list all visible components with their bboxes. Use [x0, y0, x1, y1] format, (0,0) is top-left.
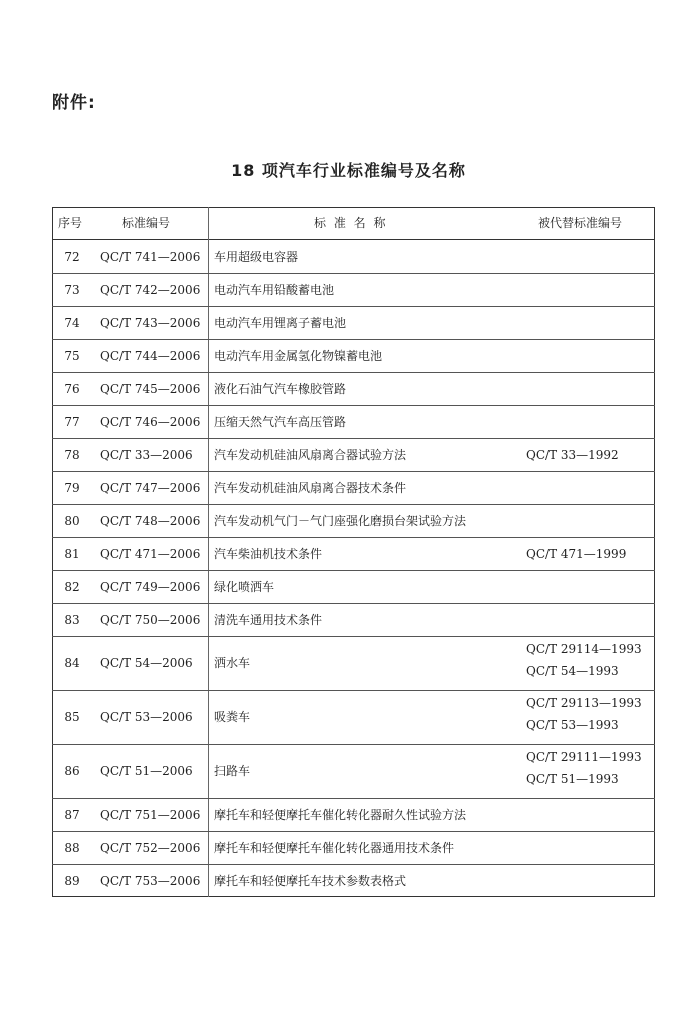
header-seq: 序号	[58, 216, 83, 230]
table-bottom-border	[52, 896, 655, 897]
row-code: QC/T 751—2006	[100, 807, 201, 822]
row-replaced-code: QC/T 29113—1993	[526, 696, 642, 710]
row-name: 扫路车	[214, 764, 251, 778]
row-name: 电动汽车用金属氢化物镍蓄电池	[214, 348, 383, 363]
row-seq: 79	[64, 480, 80, 495]
row-seq: 82	[64, 579, 80, 594]
row-seq: 74	[64, 315, 80, 330]
row-replaced-code: QC/T 471—1999	[526, 546, 627, 561]
header-replaced: 被代替标准编号	[538, 216, 623, 230]
row-divider	[52, 339, 655, 340]
row-code: QC/T 749—2006	[100, 579, 201, 594]
row-code: QC/T 745—2006	[100, 381, 201, 396]
row-replaced-code: QC/T 29111—1993	[526, 750, 642, 764]
row-seq: 88	[64, 840, 80, 855]
row-code: QC/T 51—2006	[100, 764, 193, 778]
row-divider	[52, 636, 655, 637]
row-divider	[52, 372, 655, 373]
row-code: QC/T 744—2006	[100, 348, 201, 363]
row-code: QC/T 748—2006	[100, 513, 201, 528]
row-code: QC/T 746—2006	[100, 414, 201, 429]
row-name: 摩托车和轻便摩托车催化转化器耐久性试验方法	[214, 807, 467, 822]
row-seq: 83	[64, 612, 80, 627]
row-seq: 78	[64, 447, 80, 462]
row-seq: 72	[64, 249, 80, 264]
row-seq: 81	[64, 546, 80, 561]
row-seq: 86	[64, 764, 80, 778]
header-name: 标 准 名 称	[314, 216, 388, 230]
row-replaced-code: QC/T 53—1993	[526, 718, 619, 732]
attachment-label: 附件:	[52, 93, 96, 113]
row-divider	[52, 690, 655, 691]
row-divider	[52, 273, 655, 274]
header-divider	[52, 239, 655, 240]
row-seq: 80	[64, 513, 80, 528]
row-seq: 84	[64, 656, 80, 670]
row-seq: 89	[64, 873, 80, 888]
row-replaced-code: QC/T 54—1993	[526, 664, 619, 678]
row-code: QC/T 747—2006	[100, 480, 201, 495]
row-replaced-code: QC/T 33—1992	[526, 447, 619, 462]
row-name: 电动汽车用锂离子蓄电池	[214, 315, 347, 330]
row-divider	[52, 798, 655, 799]
row-name: 车用超级电容器	[214, 249, 299, 264]
row-seq: 73	[64, 282, 80, 297]
row-name: 绿化喷洒车	[214, 579, 275, 594]
row-seq: 76	[64, 381, 80, 396]
row-replaced-code: QC/T 29114—1993	[526, 642, 642, 656]
row-code: QC/T 33—2006	[100, 447, 193, 462]
row-divider	[52, 537, 655, 538]
row-divider	[52, 864, 655, 865]
row-name: 摩托车和轻便摩托车技术参数表格式	[214, 873, 407, 888]
row-code: QC/T 471—2006	[100, 546, 201, 561]
row-divider	[52, 744, 655, 745]
row-code: QC/T 743—2006	[100, 315, 201, 330]
row-code: QC/T 750—2006	[100, 612, 201, 627]
row-name: 汽车柴油机技术条件	[214, 546, 323, 561]
row-name: 汽车发动机气门－气门座强化磨损台架试验方法	[214, 513, 467, 528]
row-seq: 85	[64, 710, 80, 724]
row-code: QC/T 741—2006	[100, 249, 201, 264]
row-name: 电动汽车用铅酸蓄电池	[214, 282, 335, 297]
row-code: QC/T 752—2006	[100, 840, 201, 855]
row-name: 摩托车和轻便摩托车催化转化器通用技术条件	[214, 840, 455, 855]
header-code: 标准编号	[122, 216, 171, 230]
table-right-border	[654, 207, 655, 897]
row-divider	[52, 570, 655, 571]
row-name: 汽车发动机硅油风扇离合器技术条件	[214, 480, 407, 495]
standards-table	[52, 207, 655, 897]
row-divider	[52, 306, 655, 307]
row-divider	[52, 831, 655, 832]
row-code: QC/T 53—2006	[100, 710, 193, 724]
row-code: QC/T 753—2006	[100, 873, 201, 888]
row-divider	[52, 471, 655, 472]
row-name: 汽车发动机硅油风扇离合器试验方法	[214, 447, 407, 462]
row-seq: 77	[64, 414, 80, 429]
row-seq: 87	[64, 807, 80, 822]
row-code: QC/T 54—2006	[100, 656, 193, 670]
row-seq: 75	[64, 348, 80, 363]
row-divider	[52, 603, 655, 604]
row-divider	[52, 504, 655, 505]
row-name: 清洗车通用技术条件	[214, 612, 323, 627]
row-name: 吸粪车	[214, 710, 251, 724]
document-title: 18 项汽车行业标准编号及名称	[231, 161, 466, 180]
row-code: QC/T 742—2006	[100, 282, 201, 297]
row-divider	[52, 438, 655, 439]
row-name: 洒水车	[214, 656, 251, 670]
row-name: 液化石油气汽车橡胶管路	[214, 381, 347, 396]
row-name: 压缩天然气汽车高压管路	[214, 414, 347, 429]
row-replaced-code: QC/T 51—1993	[526, 772, 619, 786]
row-divider	[52, 405, 655, 406]
